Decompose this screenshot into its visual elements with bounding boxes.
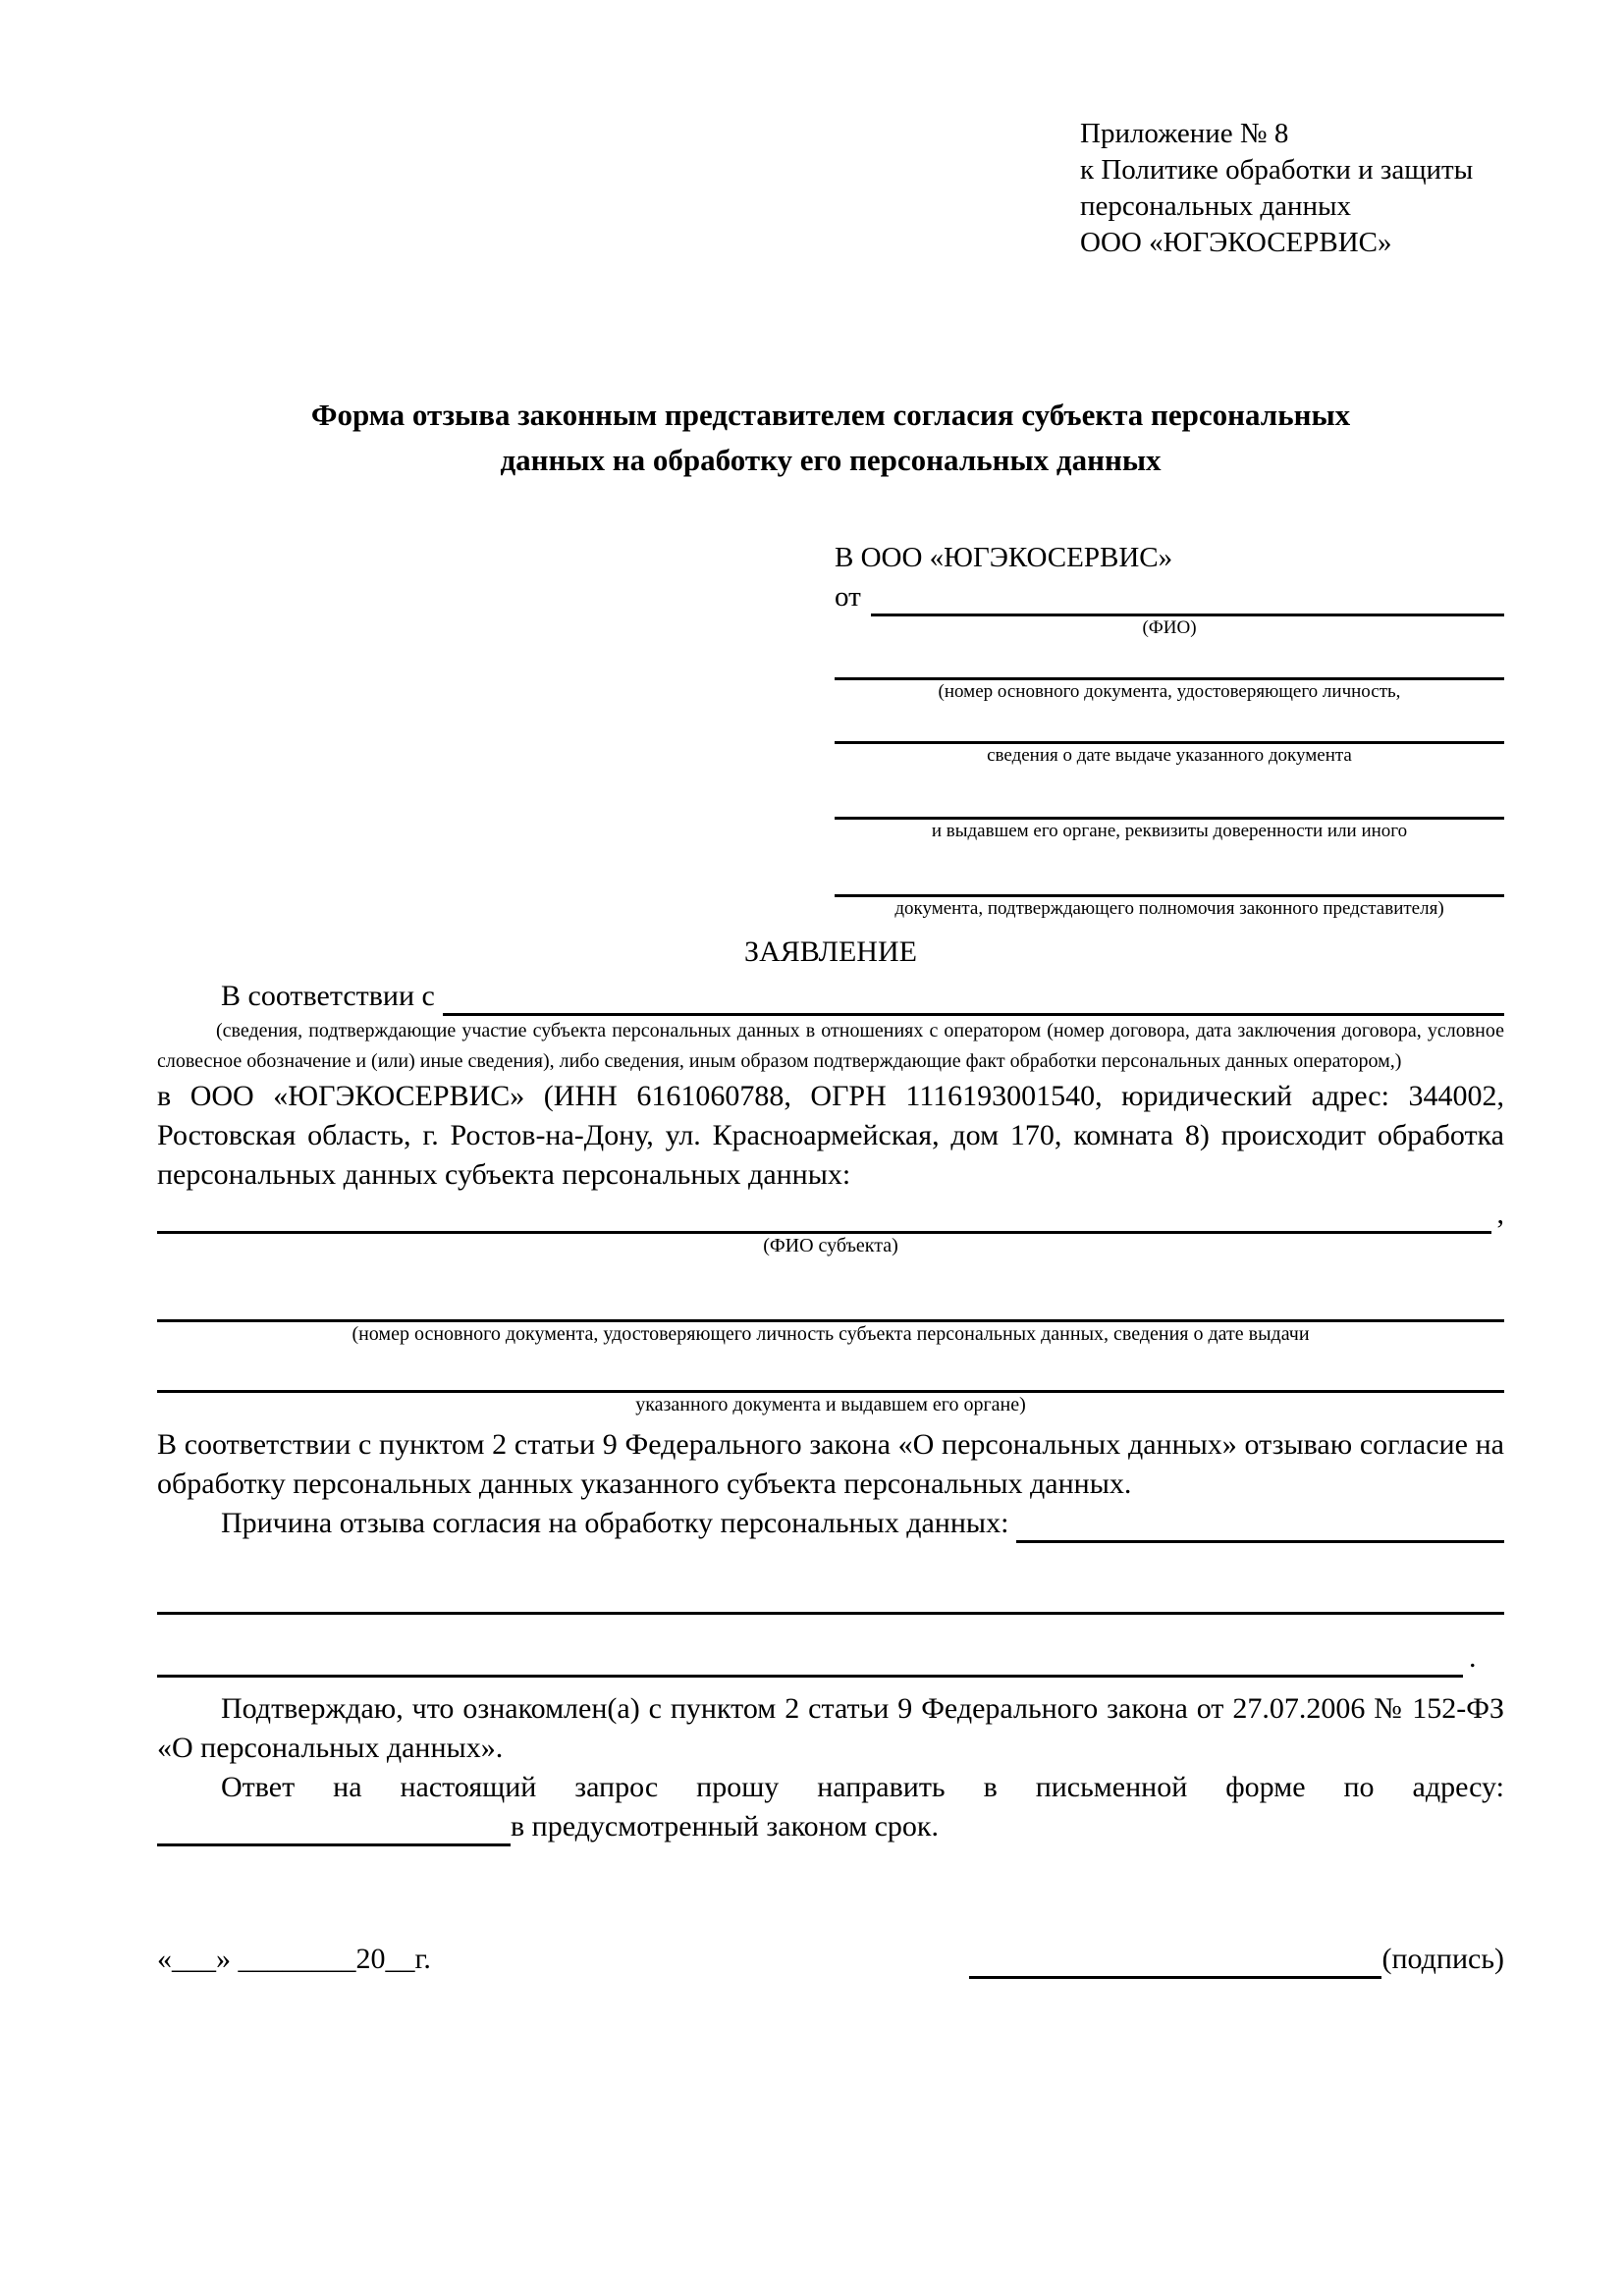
subject-fio-comma: ,: [1496, 1198, 1504, 1230]
operator-paragraph: в ООО «ЮГЭКОСЕРВИС» (ИНН 6161060788, ОГРН 1116193001540, юридический адрес: 344002, Ростовская область, г. Ростов-на-Дону, ул. Красноармейская, дом 170, комната 8) происходит обработка персональных данных субъекта персональных данных:: [157, 1080, 1504, 1191]
period: .: [1469, 1641, 1477, 1674]
date-line: «___» ________20__г.: [157, 1943, 431, 1975]
doc-field-caption: и выдавшем его органе, реквизиты доверенности или иного: [931, 821, 1408, 841]
addressee-block: [835, 538, 1504, 921]
reply-suffix: в предусмотренный законом срок.: [511, 1810, 939, 1842]
reply-address-row: [157, 1807, 1504, 1846]
withdrawal-paragraph: В соответствии с пунктом 2 статьи 9 Федерального закона «О персональных данных» отзываю согласие на обработку персональных данных указанного субъекта персональных данных.: [157, 1428, 1504, 1500]
from-label: от: [835, 581, 861, 613]
confirmation-paragraph: Подтверждаю, что ознакомлен(а) с пунктом 2 статьи 9 Федерального закона от 27.07.2006 № 152-ФЗ «О персональных данных».: [157, 1692, 1504, 1764]
from-row: [835, 577, 1504, 616]
intro-note: (сведения, подтверждающие участие субъекта персональных данных в отношениях с оператором (номер договора, дата заключения договора, условное словесное обозначение и (или) иные сведения), либо сведения, иным образом подтверждающие факт обработки персональных данных оператором,): [157, 1020, 1504, 1072]
from-blank-field: [871, 580, 1504, 616]
reason-prefix: Причина отзыва согласия на обработку персональных данных:: [221, 1507, 1009, 1539]
reply-line: Ответ на настоящий запрос прошу направить в письменной форме по адресу:: [221, 1771, 1504, 1803]
doc-field-caption: (номер основного документа, удостоверяющего личность,: [938, 681, 1401, 702]
fio-caption: (ФИО): [1142, 617, 1197, 638]
statement-body: [157, 977, 1504, 1979]
doc-blank-field: [835, 718, 1504, 744]
subject-fio-caption: (ФИО субъекта): [763, 1235, 898, 1256]
annex-line: Приложение № 8: [1080, 118, 1289, 149]
reason-extra-row: [157, 1638, 1504, 1678]
subject-doc-caption: (номер основного документа, удостоверяющего личность субъекта персональных данных, сведения о дате выдачи: [352, 1323, 1310, 1345]
doc-field-caption: сведения о дате выдаче указанного документа: [987, 745, 1352, 766]
subject-doc-caption: указанного документа и выдавшем его органе): [635, 1394, 1026, 1415]
intro-blank-field: [443, 980, 1504, 1016]
statement-heading: ЗАЯВЛЕНИЕ: [744, 935, 917, 968]
doc-blank-field: [835, 793, 1504, 820]
signature-blank-field: [969, 1943, 1381, 1979]
reason-row: [157, 1504, 1504, 1543]
address-blank-field: [157, 1810, 511, 1846]
annex-line: ООО «ЮГЭКОСЕРВИС»: [1080, 227, 1392, 258]
signature-group: [969, 1940, 1504, 1979]
annex-line: к Политике обработки и защиты: [1080, 154, 1474, 186]
reason-extra-blank-field: [157, 1588, 1504, 1615]
annex-block: [1080, 116, 1473, 261]
doc-blank-field: [835, 871, 1504, 897]
document-title: Форма отзыва законным представителем согласия субъекта персональных данных на обработку его персональных данных: [310, 398, 1351, 477]
subject-doc-blank-field: [157, 1296, 1504, 1322]
doc-blank-field: [835, 654, 1504, 680]
subject-doc-blank-field: [157, 1366, 1504, 1393]
doc-field-caption: документа, подтверждающего полномочия законного представителя): [894, 898, 1444, 919]
reason-blank-field: [1016, 1507, 1504, 1543]
signature-row: [157, 1940, 1504, 1979]
addressee-to: В ООО «ЮГЭКОСЕРВИС»: [835, 542, 1173, 573]
reason-extra-blank-field: [157, 1641, 1463, 1678]
subject-fio-blank-field: [157, 1198, 1491, 1234]
signature-caption: (подпись): [1381, 1943, 1504, 1975]
annex-line: персональных данных: [1080, 190, 1352, 222]
intro-row: [157, 977, 1504, 1016]
intro-prefix: В соответствии с: [221, 980, 435, 1012]
subject-fio-row: [157, 1195, 1504, 1234]
